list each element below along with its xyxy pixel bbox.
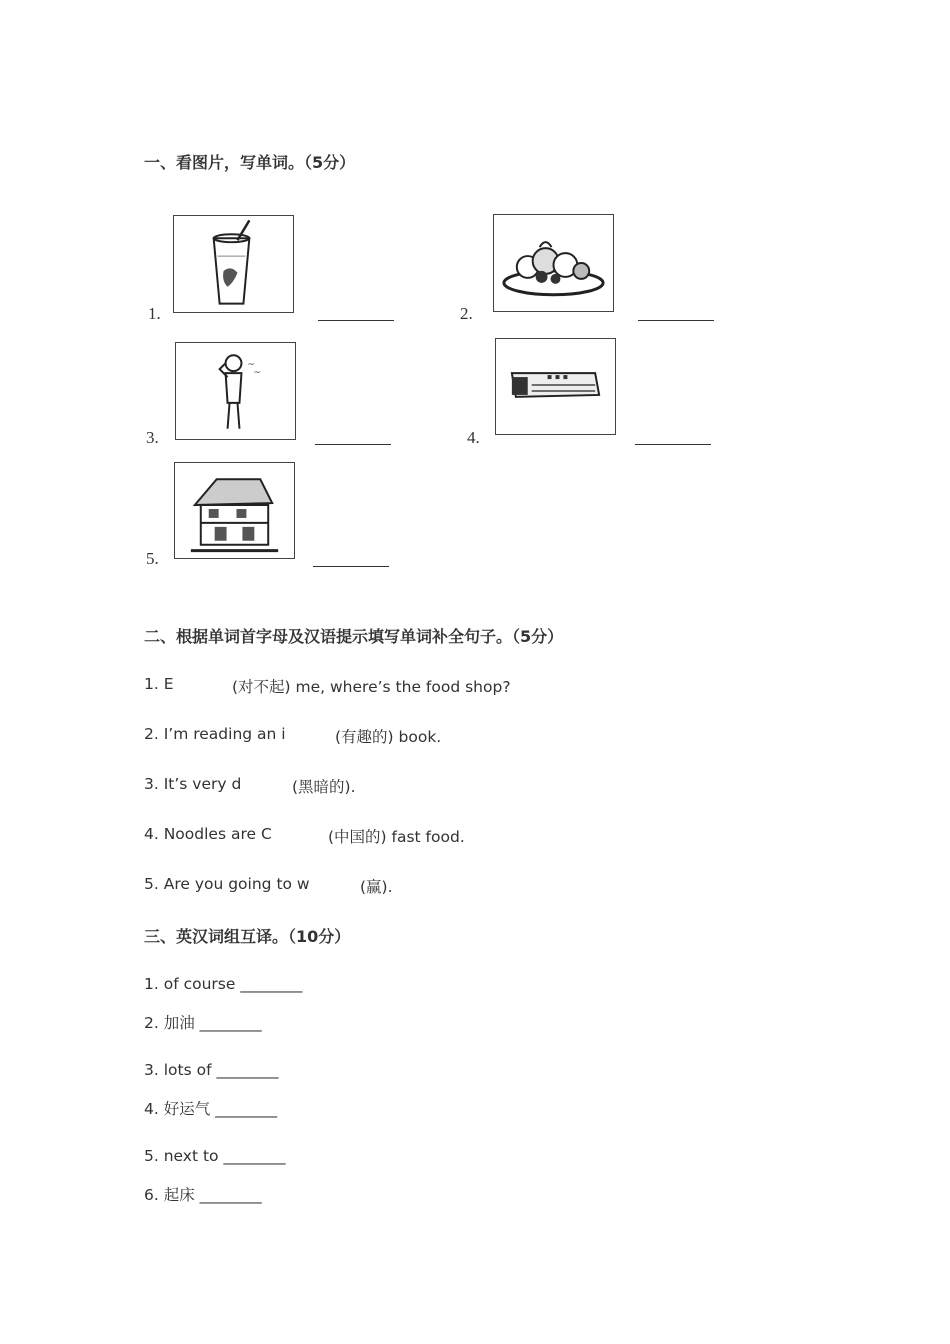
section3-heading: 三、英汉词组互译。（10分） bbox=[144, 927, 351, 946]
item-number: 2. bbox=[460, 304, 473, 323]
item-number: 1. bbox=[148, 304, 161, 323]
sentence-1-end: (对不起) me, where’s the food shop? bbox=[232, 678, 511, 696]
answer-blank[interactable] bbox=[638, 320, 714, 321]
person-coughing-icon bbox=[175, 342, 296, 440]
sentence-4-start: 4. Noodles are C bbox=[144, 825, 272, 843]
phrase-item: 4. 好运气 ________ bbox=[144, 1100, 278, 1118]
building-icon bbox=[495, 338, 616, 435]
phrase-item: 2. 加油 ________ bbox=[144, 1014, 262, 1032]
item-number: 4. bbox=[467, 428, 480, 447]
sentence-1-start: 1. E bbox=[144, 675, 174, 693]
sentence-2-start: 2. I’m reading an i bbox=[144, 725, 286, 743]
fruit-plate-icon bbox=[493, 214, 614, 312]
phrase-item: 1. of course ________ bbox=[144, 975, 303, 993]
phrase-item: 6. 起床 ________ bbox=[144, 1186, 262, 1204]
sentence-3-start: 3. It’s very d bbox=[144, 775, 242, 793]
answer-blank[interactable] bbox=[315, 444, 391, 445]
answer-blank[interactable] bbox=[313, 566, 389, 567]
section2-heading: 二、根据单词首字母及汉语提示填写单词补全句子。（5分） bbox=[144, 627, 564, 646]
section1-heading: 一、看图片，写单词。（5分） bbox=[144, 153, 356, 172]
sentence-2-end: (有趣的) book. bbox=[335, 728, 442, 746]
cup-with-straw-icon bbox=[173, 215, 294, 313]
sentence-4-end: (中国的) fast food. bbox=[328, 828, 465, 846]
phrase-item: 5. next to ________ bbox=[144, 1147, 286, 1165]
svg-text:~: ~ bbox=[253, 368, 261, 379]
sentence-5-end: (赢). bbox=[360, 878, 393, 896]
svg-text:~: ~ bbox=[247, 360, 255, 371]
answer-blank[interactable] bbox=[318, 320, 394, 321]
sentence-3-end: (黑暗的). bbox=[292, 778, 356, 796]
sentence-5-start: 5. Are you going to w bbox=[144, 875, 310, 893]
item-number: 5. bbox=[146, 549, 159, 568]
phrase-item: 3. lots of ________ bbox=[144, 1061, 279, 1079]
house-icon bbox=[174, 462, 295, 559]
item-number: 3. bbox=[146, 428, 159, 447]
answer-blank[interactable] bbox=[635, 444, 711, 445]
